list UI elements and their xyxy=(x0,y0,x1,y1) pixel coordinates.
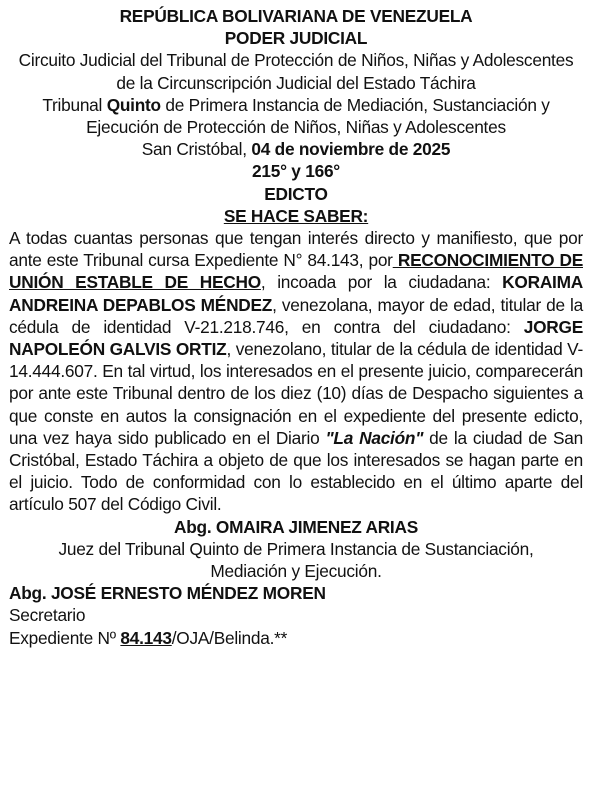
case-type: RECONOCIMIENTO DE UNIÓN ESTABLE DE HECHO xyxy=(9,250,583,293)
newspaper-name: "La Nación" xyxy=(325,427,424,448)
country-heading: REPÚBLICA BOLIVARIANA DE VENEZUELA xyxy=(119,6,473,26)
judge-name: Abg. OMAIRA JIMENEZ ARIAS xyxy=(173,516,418,537)
circuit-text: Circuito Judicial del Tribunal de Protección de Niños, Niñas y Adolescentes de la Circunscripción Judicial del Estado Táchira xyxy=(18,50,574,93)
judge-block xyxy=(9,516,583,583)
file-reference: Expediente Nº 84.143/OJA/Belinda.** xyxy=(9,627,288,648)
defendant-name: JORGE NAPOLEÓN GALVIS ORTIZ xyxy=(9,316,583,360)
header-block xyxy=(9,5,583,227)
plaintiff-name: KORAIMA ANDREINA DEPABLOS MÉNDEZ xyxy=(9,272,583,315)
tribunal-text: Tribunal Quinto de Primera Instancia de Mediación, Sustanciación y Ejecución de Protección de Niños, Niñas y Adolescentes xyxy=(42,94,550,138)
branch-heading: PODER JUDICIAL xyxy=(224,28,368,49)
place-date: San Cristóbal, 04 de noviembre de 2025 xyxy=(141,139,451,160)
secretary-block xyxy=(9,582,583,649)
secretary-title: Secretario xyxy=(9,605,86,626)
announce-heading: SE HACE SABER: xyxy=(223,205,369,226)
judge-title: Juez del Tribunal Quinto de Primera Instancia de Sustanciación, Mediación y Ejecución. xyxy=(58,538,534,582)
file-number: 84.143 xyxy=(120,627,172,648)
secretary-name: Abg. JOSÉ ERNESTO MÉNDEZ MOREN xyxy=(9,583,326,604)
doc-type: EDICTO xyxy=(264,183,328,204)
edict-body: A todas cuantas personas que tengan interés directo y manifiesto, que por ante este Tribunal cursa Expediente N° 84.143, por RECONOCIMIENTO DE UNIÓN ESTABLE DE HECHO, incoada por la ciudadana: KORAIMA ANDREINA DEPABLOS MÉNDEZ, venezolana, mayor de edad, titular de la cédula de identidad V-21.218.746, en contra del ciudadano: JORGE NAPOLEÓN GALVIS ORTIZ, venezolano, titular de la cédula de identidad V-14.444.607. En tal virtud, los interesados en el presente juicio, comparecerán por ante este Tribunal dentro de los diez (10) días de Despacho siguientes a que conste en autos la consignación en el expediente del presente edicto, una vez haya sido publicado en el Diario "La Nación" de la ciudad de San Cristóbal, Estado Táchira a objeto de que los interesados se hagan parte en el juicio. Todo de conformidad con lo establecido en el último aparte del artículo 507 del Código Civil. xyxy=(9,228,584,515)
years-line: 215° y 166° xyxy=(252,161,340,182)
